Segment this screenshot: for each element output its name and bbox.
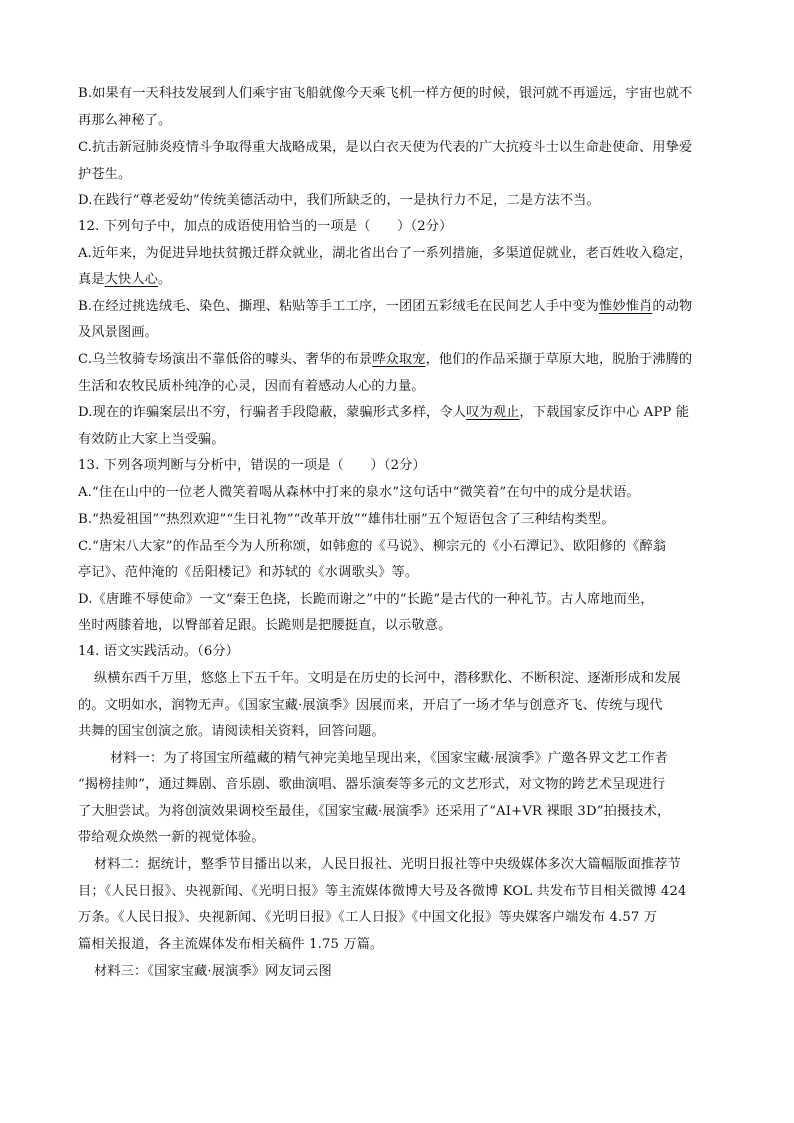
q13-option-b-line1: B.“热爱祖国”“热烈欢迎”“生日礼物”“改革开放”“雄伟壮丽”五个短语包含了三种结构类型。 xyxy=(78,512,615,527)
q12-option-c-line2: 生活和农牧民质朴纯净的心灵，因而有着感动人心的力量。 xyxy=(78,379,425,394)
q12-d-idiom: 叹为观止 xyxy=(466,405,520,420)
q12-option-c-line1 xyxy=(78,351,692,369)
q13-option-a-line1: A.“住在山中的一位老人微笑着喝从森林中打来的泉水”这句话中“微笑着”在句中的成分是状语。 xyxy=(78,485,640,500)
q12-b-text-post: 的动物 xyxy=(652,299,693,314)
q12-option-b-line2: 及风景图画。 xyxy=(78,325,159,340)
q13-option-c-line2: 亭记》、范仲淹的《岳阳楼记》和苏轼的《水调歌头》等。 xyxy=(78,565,419,580)
q12-option-d-line2: 有效防止大家上当受骗。 xyxy=(78,432,225,447)
q12-c-idiom: 哗众取宠 xyxy=(372,352,426,367)
q12-d-text-post: ，下载国家反诈中心 APP 能 xyxy=(519,405,690,420)
q12-option-a-line2 xyxy=(78,271,171,289)
q14-material2-line4: 篇相关报道，各主流媒体发布相关稿件 1.75 万篇。 xyxy=(78,937,384,952)
q14-material1-line4: 带给观众焕然一新的视觉体验。 xyxy=(78,830,265,845)
q14-intro-line3: 共舞的国宝创演之旅。请阅读相关资料，回答问题。 xyxy=(78,724,385,739)
q11-option-d-line1: D.在践行“尊老爱幼”传统美德活动中，我们所缺乏的，一是执行力不足，二是方法不当。 xyxy=(78,193,600,208)
q14-intro-line2: 的。文明如水，润物无声。《国家宝藏·展演季》因展而来，开启了一场才华与创意齐飞、传统与现代 xyxy=(78,698,663,713)
q12-option-b-line1 xyxy=(78,298,692,316)
q12-option-d-line1 xyxy=(78,404,689,422)
q13-stem: 13. 下列各项判断与分析中，错误的一项是（ ）（2分） xyxy=(78,458,426,473)
q12-a-text-pre: 真是 xyxy=(78,272,105,287)
q13-option-c-line1: C.“唐宋八大家”的作品至今为人所称颂，如韩愈的《马说》、柳宗元的《小石潭记》、欧阳修的《醉翁 xyxy=(78,539,667,554)
q12-c-text-post: ，他们的作品采撷于草原大地，脱胎于沸腾的 xyxy=(425,352,693,367)
q13-option-d-line2: 坐时两膝着地，以臀部着足跟。长跪则是把腰挺直，以示敬意。 xyxy=(78,618,452,633)
q12-c-text-pre: C.乌兰牧骑专场演出不靠低俗的噱头、奢华的布景 xyxy=(78,352,373,367)
q14-material1-line1: 材料一：为了将国宝所蕴藏的精气神完美地呈现出来，《国家宝藏·展演季》广邀各界文艺工作者 xyxy=(110,751,668,766)
q11-option-b-line2: 再那么神秘了。 xyxy=(78,113,172,128)
q14-stem: 14. 语文实践活动。（6分） xyxy=(78,644,240,659)
q11-option-c-line2: 护苍生。 xyxy=(78,167,132,182)
q11-option-b-line1: B.如果有一天科技发展到人们乘宇宙飞船就像今天乘飞机一样方便的时候，银河就不再遥远，宇宙也就不 xyxy=(78,86,693,101)
q14-intro-line1: 纵横东西千万里，悠悠上下五千年。文明是在历史的长河中，潜移默化、不断积淀、逐渐形成和发展 xyxy=(94,671,681,686)
q12-a-text-post: 。 xyxy=(158,272,172,287)
q11-option-c-line1: C.抗击新冠肺炎疫情斗争取得重大战略成果，是以白衣天使为代表的广大抗疫斗士以生命赴使命、用挚爱 xyxy=(78,140,693,155)
q14-material3-line1: 材料三：《国家宝藏·展演季》网友词云图 xyxy=(94,964,332,979)
q14-material1-line3: 了大胆尝试。为将创演效果调校至最佳，《国家宝藏·展演季》还采用了“AI+VR 裸眼 3D”拍摄技术， xyxy=(78,804,671,819)
q14-material1-line2: “揭榜挂帅”，通过舞剧、音乐剧、歌曲演唱、器乐演奏等多元的文艺形式，对文物的跨艺术呈现进行 xyxy=(78,777,666,792)
q12-option-a-line1: A.近年来，为促进异地扶贫搬迁群众就业，湖北省出台了一系列措施，多渠道促就业，老百姓收入稳定， xyxy=(78,246,693,261)
q14-material2-line1: 材料二：据统计，整季节目播出以来，人民日报社、光明日报社等中央级媒体多次大篇幅版面推荐节 xyxy=(94,857,681,872)
q12-stem: 12. 下列句子中，加点的成语使用恰当的一项是（ ）（2分） xyxy=(78,219,453,234)
q12-d-text-pre: D.现在的诈骗案层出不穷，行骗者手段隐蔽，蒙骗形式多样，令人 xyxy=(78,405,467,420)
q12-a-idiom: 大快人心 xyxy=(104,272,159,287)
q14-material2-line3: 万条。《人民日报》、央视新闻、《光明日报》《工人日报》《中国文化报》等央媒客户端发布 4.57 万 xyxy=(78,910,658,925)
q14-material2-line2: 目；《人民日报》、央视新闻、《光明日报》等主流媒体微博大号及各微博 KOL 共发布节目相关微博 424 xyxy=(78,884,687,899)
q12-b-idiom: 惟妙惟肖 xyxy=(599,299,653,314)
q12-b-text-pre: B.在经过挑选绒毛、染色、撕理、粘贴等手工工序，一团团五彩绒毛在民间艺人手中变为 xyxy=(78,299,600,314)
q13-option-d-line1: D.《唐雎不辱使命》一文“秦王色挠，长跪而谢之”中的“长跪”是古代的一种礼节。古人席地而坐， xyxy=(78,592,654,607)
